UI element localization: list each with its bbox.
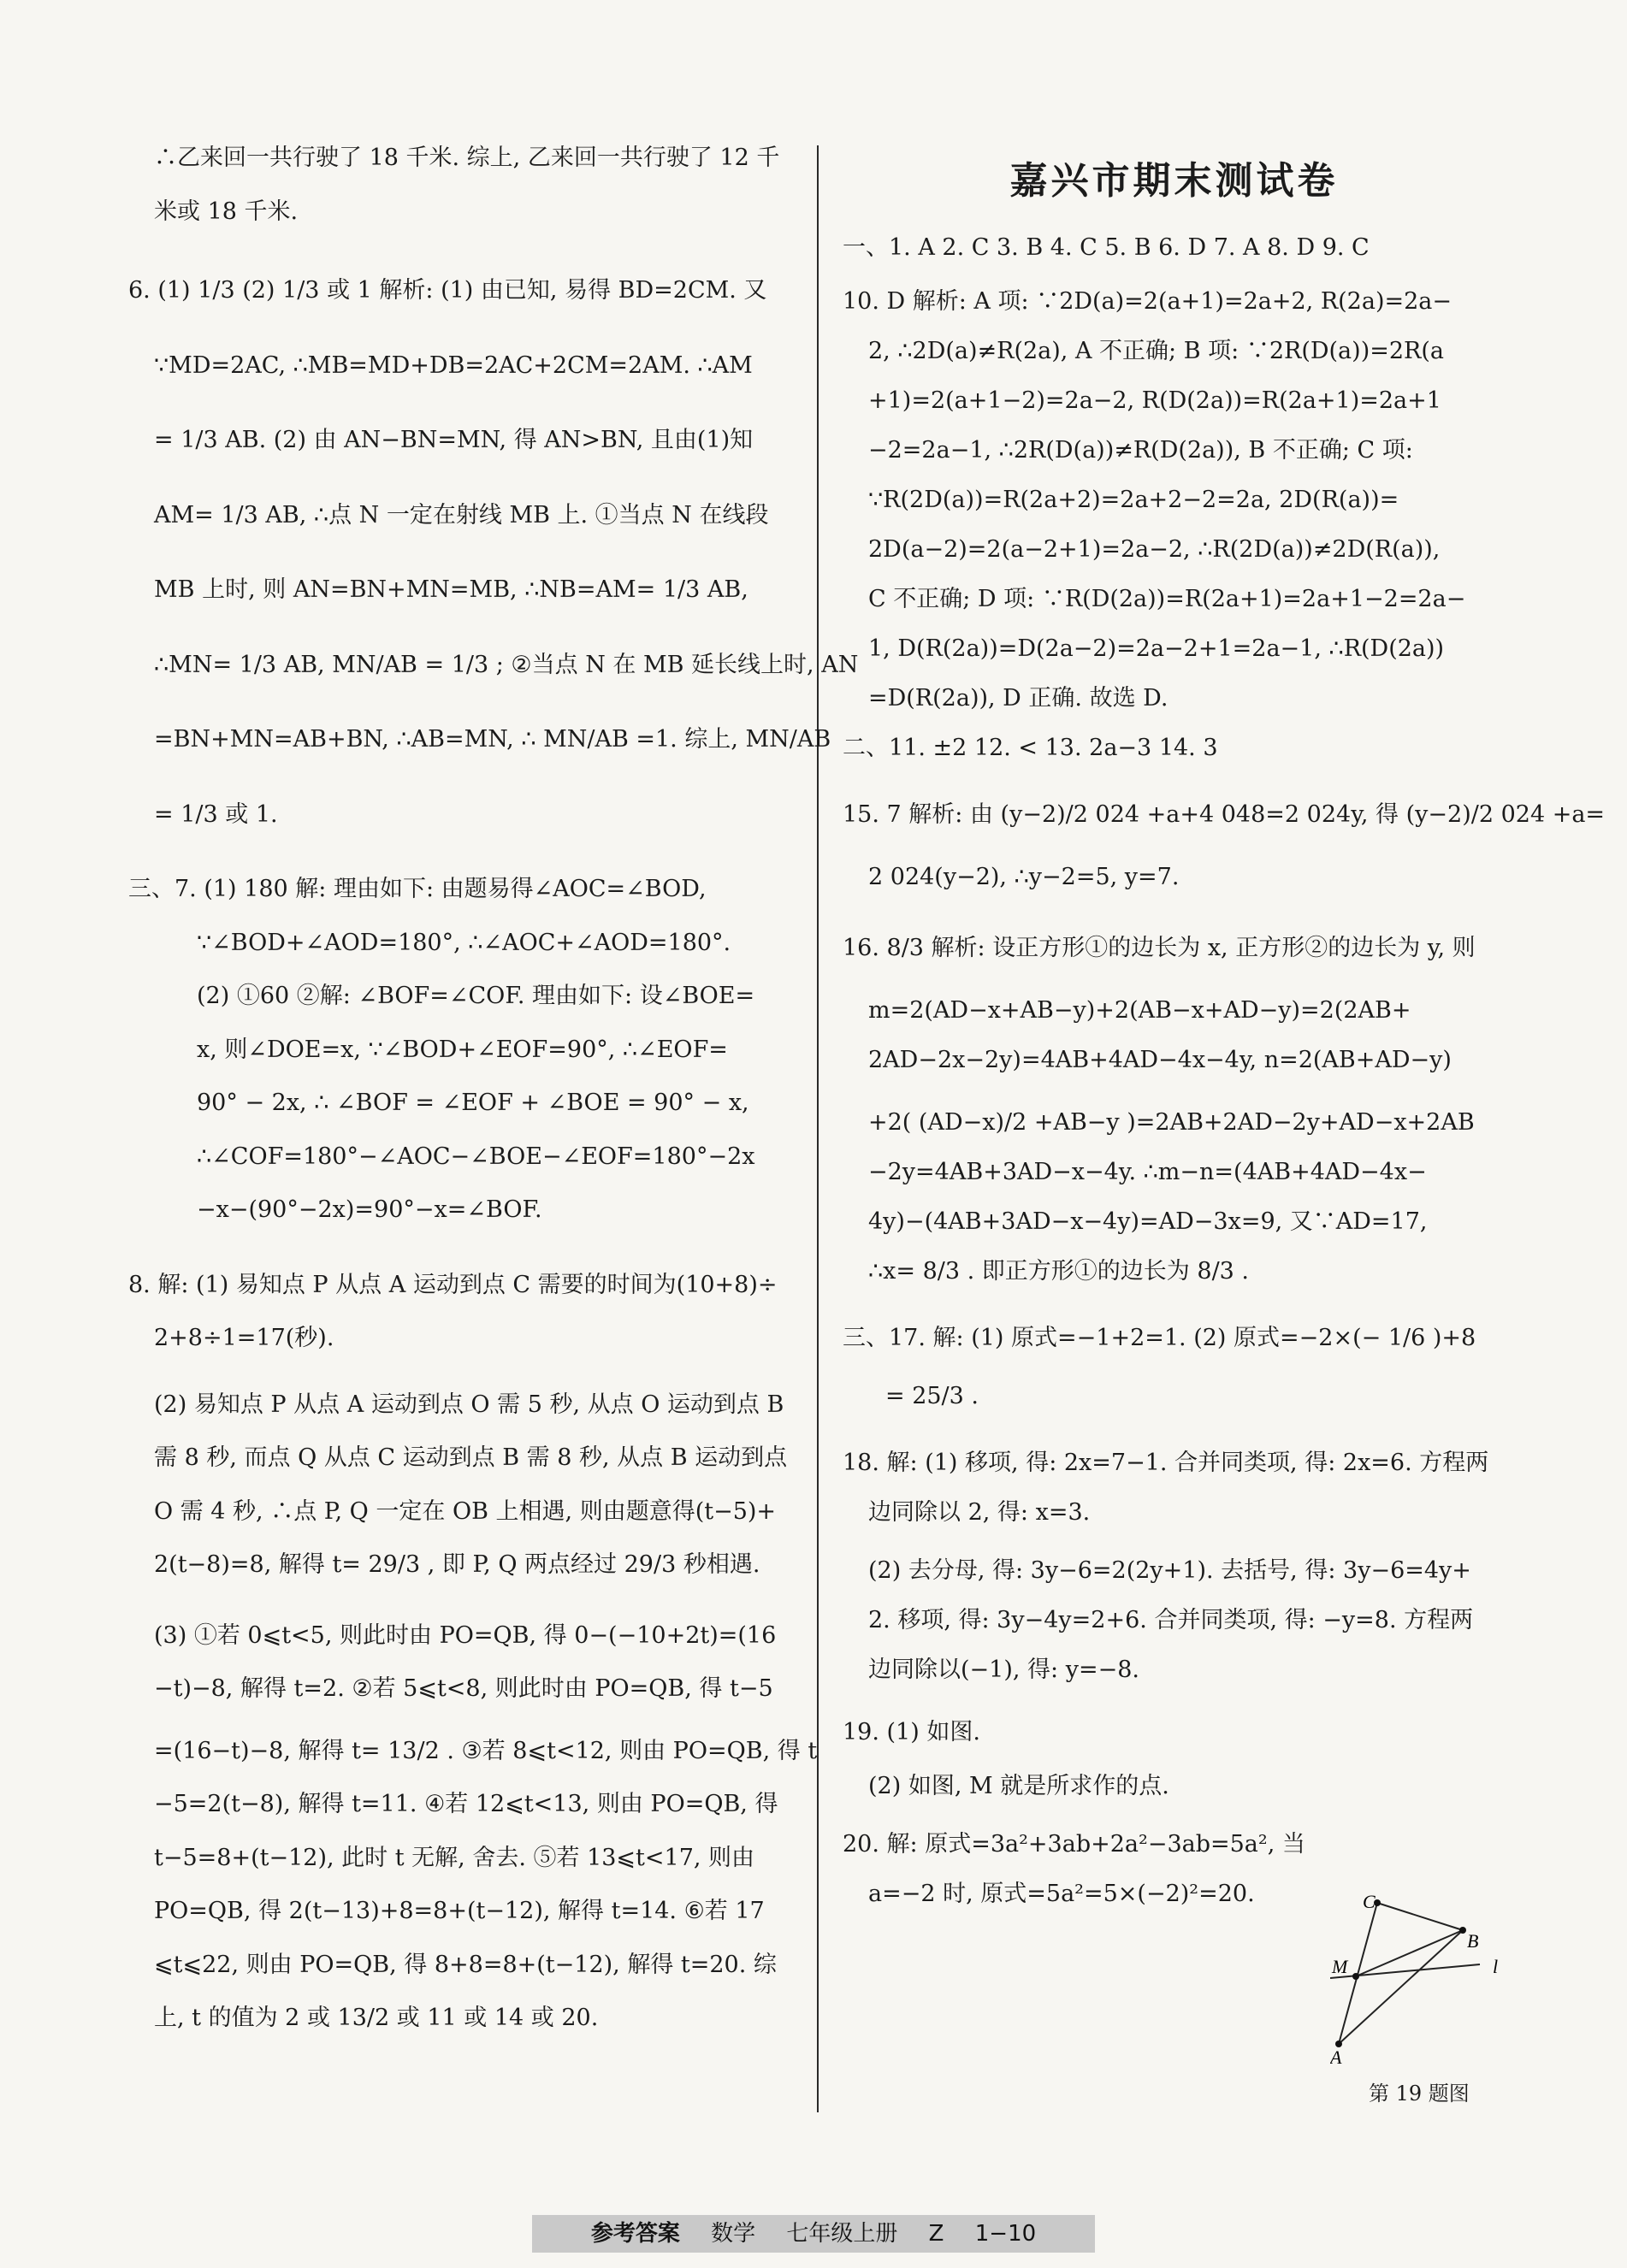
text-line: 20. 解: 原式=3a²+3ab+2a²−3ab=5a², 当: [843, 1831, 1305, 1858]
footer-grade: 七年级上册: [786, 2221, 898, 2247]
text-line: 2(t−8)=8, 解得 t= 29/3 , 即 P, Q 两点经过 29/3 秒相遇.: [154, 1551, 760, 1578]
text-line: 2D(a−2)=2(a−2+1)=2a−2, ∴R(2D(a))≠2D(R(a)),: [868, 536, 1441, 563]
text-line: AM= 1/3 AB, ∴点 N 一定在射线 MB 上. ①当点 N 在线段: [154, 501, 769, 529]
text-line: (2) 易知点 P 从点 A 运动到点 O 需 5 秒, 从点 O 运动到点 B: [154, 1391, 784, 1418]
text-line: 10. D 解析: A 项: ∵2D(a)=2(a+1)=2a+2, R(2a)=2a−: [843, 288, 1452, 315]
text-line: 边同除以 2, 得: x=3.: [868, 1499, 1091, 1526]
label-l: l: [1493, 1956, 1499, 1977]
text-line: 边同除以(−1), 得: y=−8.: [868, 1657, 1139, 1683]
column-divider: [817, 145, 819, 2112]
text-line: 15. 7 解析: 由 (y−2)/2 024 +a+4 048=2 024y, 得 (y−2)/2 024 +a=: [843, 801, 1606, 828]
line-AB: [1339, 1930, 1463, 2044]
text-line: =(16−t)−8, 解得 t= 13/2 . ③若 8⩽t<12, 则由 PO=QB, 得 t: [154, 1737, 818, 1764]
text-line: −t)−8, 解得 t=2. ②若 5⩽t<8, 则此时由 PO=QB, 得 t−5: [154, 1675, 773, 1702]
text-line: =D(R(2a)), D 正确. 故选 D.: [868, 685, 1168, 712]
text-line: 需 8 秒, 而点 Q 从点 C 运动到点 B 需 8 秒, 从点 B 运动到点: [154, 1444, 788, 1471]
text-line: ∴∠COF=180°−∠AOC−∠BOE−∠EOF=180°−2x: [197, 1143, 755, 1170]
text-line: (2) 去分母, 得: 3y−6=2(2y+1). 去括号, 得: 3y−6=4y+: [868, 1557, 1471, 1584]
text-line: ∵∠BOD+∠AOD=180°, ∴∠AOC+∠AOD=180°.: [197, 929, 731, 956]
label-B: B: [1467, 1930, 1479, 1952]
text-line: = 1/3 或 1.: [154, 800, 278, 828]
figure-caption: 第 19 题图: [1369, 2082, 1470, 2106]
text-line: MB 上时, 则 AN=BN+MN=MB, ∴NB=AM= 1/3 AB,: [154, 576, 748, 603]
label-A: A: [1330, 2047, 1342, 2065]
footer-subject: 数学: [711, 2221, 756, 2247]
line-MB: [1356, 1930, 1463, 1976]
text-line: −2=2a−1, ∴2R(D(a))≠R(D(2a)), B 不正确; C 项:: [868, 437, 1413, 464]
page-title: 嘉兴市期末测试卷: [1009, 159, 1339, 203]
text-line: ∴x= 8/3 . 即正方形①的边长为 8/3 .: [868, 1258, 1250, 1285]
text-line: PO=QB, 得 2(t−13)+8=8+(t−12), 解得 t=14. ⑥若 17: [154, 1898, 765, 1924]
text-line: 二、11. ±2 12. < 13. 2a−3 14. 3: [843, 735, 1218, 761]
label-C: C: [1363, 1894, 1376, 1912]
text-line: 90° − 2x, ∴ ∠BOF = ∠EOF + ∠BOE = 90° − x,: [197, 1090, 749, 1116]
text-line: +1)=2(a+1−2)=2a−2, R(D(2a))=R(2a+1)=2a+1: [868, 387, 1441, 414]
text-line: 三、7. (1) 180 解: 理由如下: 由题易得∠AOC=∠BOD,: [128, 876, 707, 902]
text-line: −5=2(t−8), 解得 t=11. ④若 12⩽t<13, 则由 PO=QB, 得: [154, 1791, 778, 1817]
text-line: O 需 4 秒, ∴点 P, Q 一定在 OB 上相遇, 则由题意得(t−5)+: [154, 1497, 777, 1525]
text-line: −x−(90°−2x)=90°−x=∠BOF.: [197, 1196, 542, 1223]
text-line: 一、1. A 2. C 3. B 4. C 5. B 6. D 7. A 8. D 9. C: [843, 234, 1370, 261]
text-line: −2y=4AB+3AD−x−4y. ∴m−n=(4AB+4AD−4x−: [868, 1159, 1427, 1185]
text-line: a=−2 时, 原式=5a²=5×(−2)²=20.: [868, 1881, 1255, 1907]
text-line: 2+8÷1=17(秒).: [154, 1325, 334, 1351]
text-line: (2) 如图, M 就是所求作的点.: [868, 1773, 1169, 1799]
text-line: 18. 解: (1) 移项, 得: 2x=7−1. 合并同类项, 得: 2x=6. 方程两: [843, 1450, 1489, 1476]
text-line: ∵R(2D(a))=R(2a+2)=2a+2−2=2a, 2D(R(a))=: [868, 487, 1399, 513]
footer-label: 参考答案: [590, 2221, 680, 2247]
text-line: 2 024(y−2), ∴y−2=5, y=7.: [868, 864, 1180, 890]
text-line: 19. (1) 如图.: [843, 1719, 980, 1745]
label-M: M: [1332, 1956, 1348, 1977]
text-line: 8. 解: (1) 易知点 P 从点 A 运动到点 C 需要的时间为(10+8)÷: [128, 1271, 778, 1298]
text-line: (3) ①若 0⩽t<5, 则此时由 PO=QB, 得 0−(−10+2t)=(16: [154, 1621, 777, 1649]
text-line: 1, D(R(2a))=D(2a−2)=2a−2+1=2a−1, ∴R(D(2a)): [868, 635, 1445, 662]
text-line: 米或 18 千米.: [154, 198, 299, 225]
figure-19: [1330, 1894, 1527, 2065]
page-footer: [532, 2215, 1095, 2253]
text-line: =BN+MN=AB+BN, ∴AB=MN, ∴ MN/AB =1. 综上, MN/AB: [154, 726, 831, 753]
text-line: 16. 8/3 解析: 设正方形①的边长为 x, 正方形②的边长为 y, 则: [843, 935, 1476, 961]
text-line: = 1/3 AB. (2) 由 AN−BN=MN, 得 AN>BN, 且由(1)知: [154, 427, 754, 453]
text-line: 上, t 的值为 2 或 13/2 或 11 或 14 或 20.: [154, 2005, 599, 2031]
footer-edition: Z: [928, 2221, 944, 2247]
point-B: [1459, 1927, 1466, 1934]
text-line: ∴乙来回一共行驶了 18 千米. 综上, 乙来回一共行驶了 12 千: [154, 145, 780, 171]
line-CB: [1377, 1903, 1463, 1930]
text-line: +2( (AD−x)/2 +AB−y )=2AB+2AD−2y+AD−x+2AB: [868, 1109, 1475, 1136]
text-line: 6. (1) 1/3 (2) 1/3 或 1 解析: (1) 由已知, 易得 BD=2CM. 又: [128, 277, 767, 304]
text-line: C 不正确; D 项: ∵R(D(2a))=R(2a+1)=2a+1−2=2a−: [868, 586, 1466, 612]
text-line: 2AD−2x−2y)=4AB+4AD−4x−4y, n=2(AB+AD−y): [868, 1047, 1452, 1073]
text-line: = 25/3 .: [885, 1383, 979, 1409]
point-M: [1352, 1973, 1359, 1980]
text-line: 2. 移项, 得: 3y−4y=2+6. 合并同类项, 得: −y=8. 方程两: [868, 1607, 1474, 1633]
text-line: x, 则∠DOE=x, ∵∠BOD+∠EOF=90°, ∴∠EOF=: [197, 1036, 728, 1063]
text-line: ∵MD=2AC, ∴MB=MD+DB=2AC+2CM=2AM. ∴AM: [154, 351, 753, 379]
text-line: 三、17. 解: (1) 原式=−1+2=1. (2) 原式=−2×(− 1/6 )+8: [843, 1325, 1476, 1351]
footer-page: 1−10: [974, 2221, 1037, 2247]
text-line: 4y)−(4AB+3AD−x−4y)=AD−3x=9, 又∵AD=17,: [868, 1208, 1428, 1235]
text-line: t−5=8+(t−12), 此时 t 无解, 舍去. ⑤若 13⩽t<17, 则由: [154, 1844, 755, 1871]
text-line: 2, ∴2D(a)≠R(2a), A 不正确; B 项: ∵2R(D(a))=2R(a: [868, 338, 1444, 364]
text-line: ⩽t⩽22, 则由 PO=QB, 得 8+8=8+(t−12), 解得 t=20. 综: [154, 1951, 777, 1978]
text-line: ∴MN= 1/3 AB, MN/AB = 1/3 ; ②当点 N 在 MB 延长线上时, AN: [154, 651, 859, 678]
text-line: (2) ①60 ②解: ∠BOF=∠COF. 理由如下: 设∠BOE=: [197, 983, 755, 1009]
text-line: m=2(AD−x+AB−y)+2(AB−x+AD−y)=2(2AB+: [868, 997, 1411, 1024]
